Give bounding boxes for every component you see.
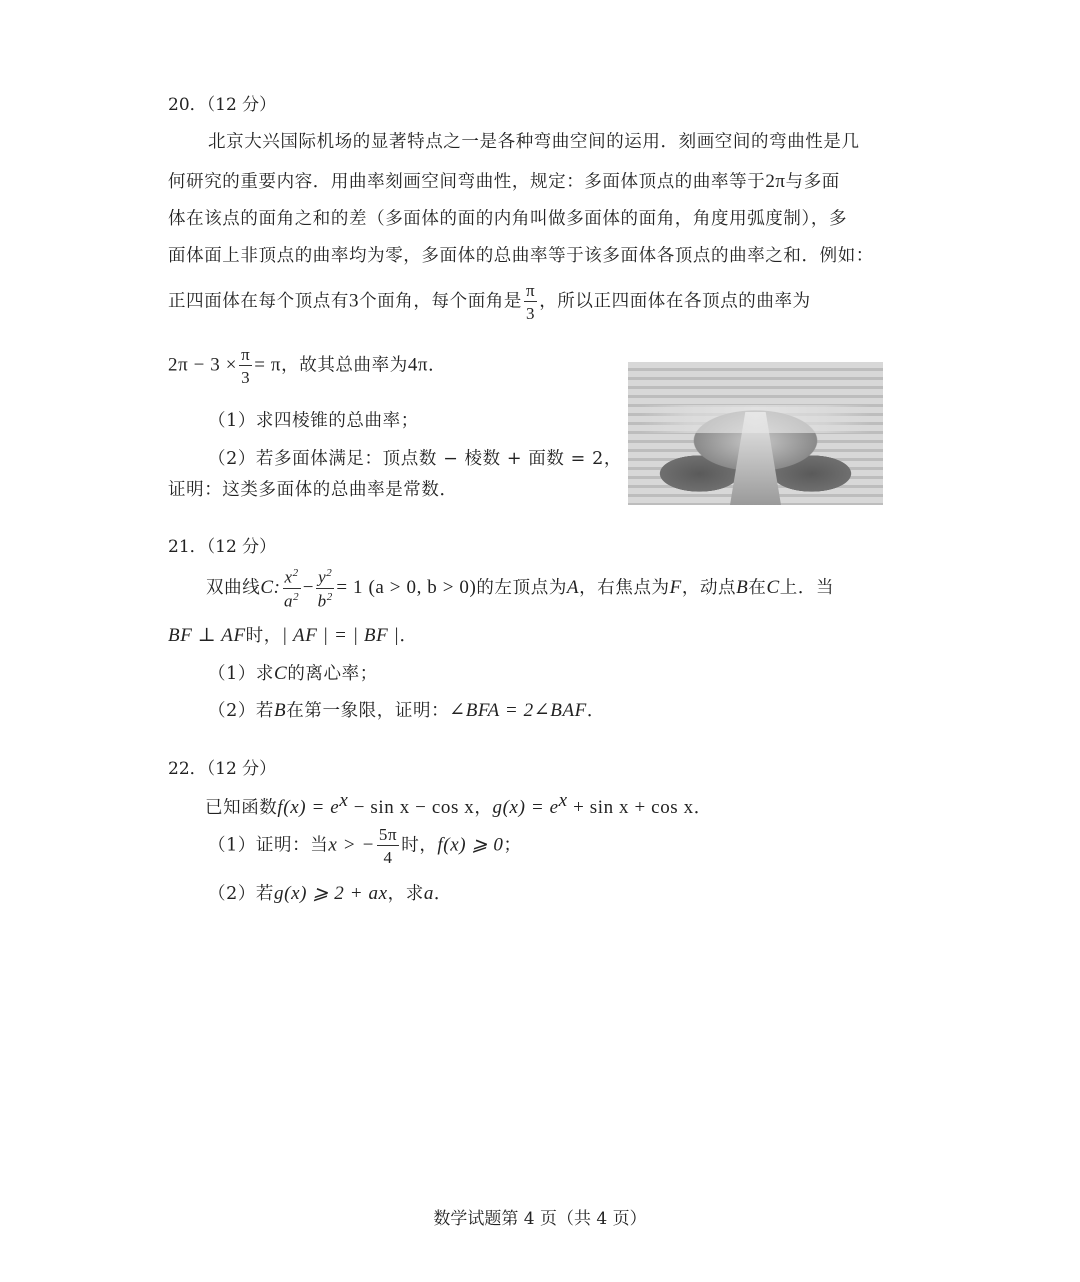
- q21-line2: BF ⊥ AF时，| AF | = | BF |．: [168, 625, 418, 646]
- q21-line1: 双曲线C: $\frac{x^2}{a^2}$ − $\frac{y^2}{b^2}$ = 1 (a > 0, b > 0)的左顶点为A，右焦点为F，动点B在C上．当: [206, 567, 835, 611]
- q20-sub1: （1）求四棱锥的总曲率；: [208, 411, 419, 431]
- fraction-pi-over-3: $\frac{\pi}{3}$: [526, 281, 536, 323]
- q20-para-line3: 体在该点的面角之和的差（多面体的面的内角叫做多面体的面角，角度用弧度制），多: [168, 209, 848, 229]
- q22-header: 22．（12 分）: [168, 759, 277, 779]
- q22-line1: 已知函数$f(x) = e^x - \sin x - \cos x$，$g(x) = e^x + \sin x + \cos x$．: [205, 790, 712, 818]
- q20-sub2-line1: （2）若多面体满足：顶点数 − 棱数 + 面数 = 2，: [208, 449, 622, 469]
- q20-para-line5: 正四面体在每个顶点有3个面角，每个面角是 $\frac{\pi}{3}$ ，所以正四面体在各顶点的曲率为: [168, 281, 811, 323]
- q21-sub1: （1）求C的离心率；: [208, 663, 378, 684]
- q21-sub2: （2）若B在第一象限，证明：∠BFA = 2∠BAF．: [208, 700, 605, 721]
- page-footer: 数学试题第 4 页（共 4 页）: [433, 1209, 647, 1229]
- fraction-5pi-over-4: $\frac{5\pi}{4}$: [378, 825, 398, 867]
- q20-para-line6: 2π − 3 × $\frac{\pi}{3}$ = π，故其总曲率为4π．: [168, 345, 447, 387]
- q22-sub1: （1）证明：当x > − $\frac{5\pi}{4}$ 时，f(x) ⩾ 0；: [208, 825, 522, 867]
- fraction-pi-over-3: $\frac{\pi}{3}$: [241, 345, 251, 387]
- q20-header: 20．（12 分）: [168, 95, 277, 115]
- fraction-y2-over-b2: $\frac{y^2}{b^2}$: [317, 567, 333, 611]
- q20-sub2-line2: 证明：这类多面体的总曲率是常数．: [168, 480, 458, 500]
- q20-para-line1: 北京大兴国际机场的显著特点之一是各种弯曲空间的运用．刻画空间的弯曲性是几: [208, 132, 860, 152]
- airport-aerial-photo: [628, 362, 883, 505]
- q20-para-line4: 面体面上非顶点的曲率均为零，多面体的总曲率等于该多面体各顶点的曲率之和．例如：: [168, 246, 874, 266]
- q22-sub2: （2）若g(x) ⩾ 2 + ax，求a．: [208, 883, 453, 904]
- q21-header: 21．（12 分）: [168, 537, 277, 557]
- q20-two-pi: 2π: [765, 171, 786, 192]
- fraction-x2-over-a2: $\frac{x^2}{a^2}$: [284, 567, 300, 611]
- q20-para-line2: 何研究的重要内容．用曲率刻画空间弯曲性，规定：多面体顶点的曲率等于2π与多面: [168, 171, 840, 192]
